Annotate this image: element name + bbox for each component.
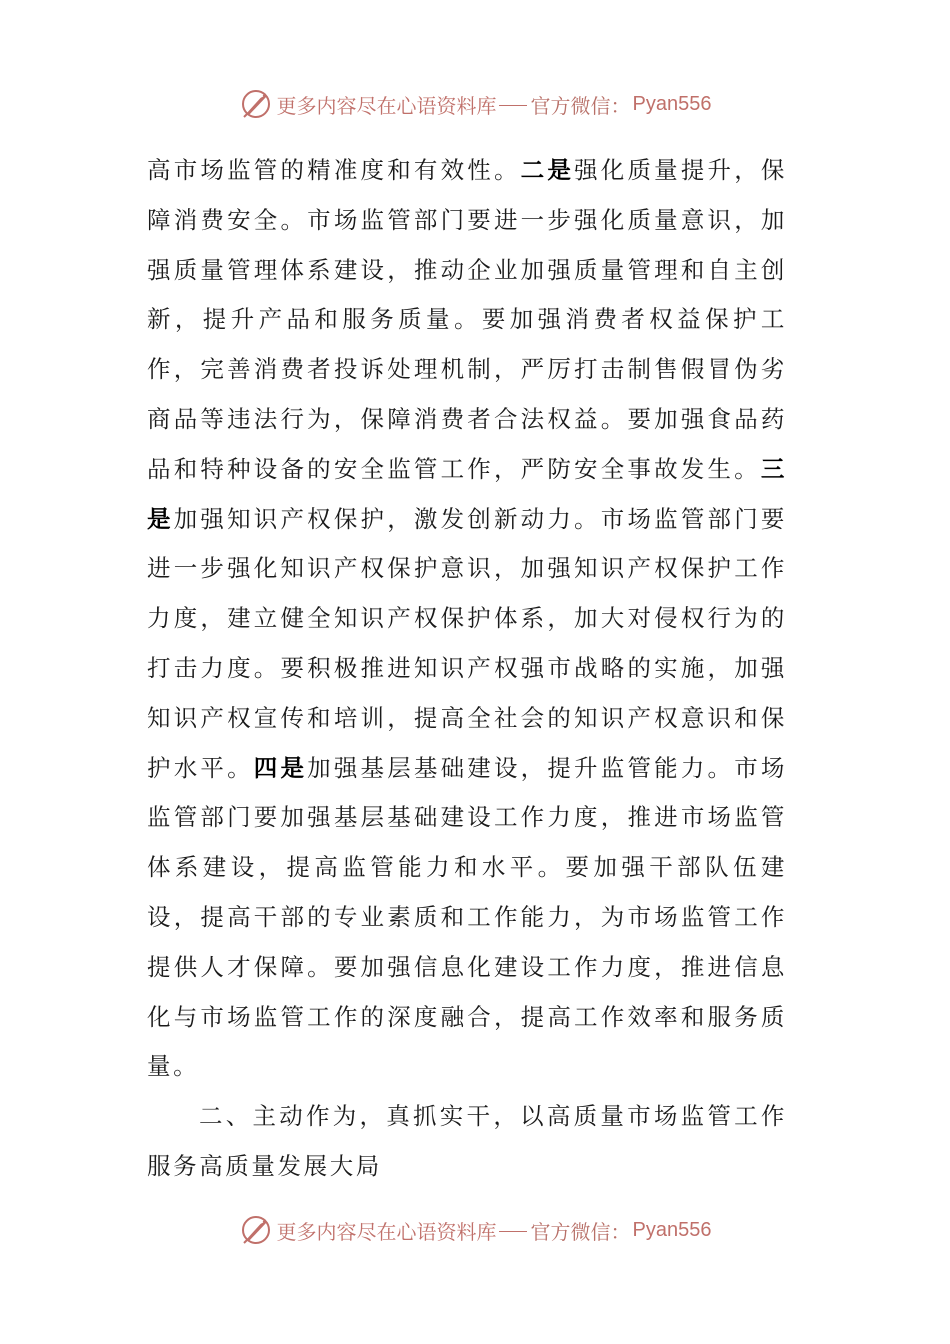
header-watermark	[0, 82, 950, 126]
watermark-wechat-id: Pyan556	[632, 1218, 712, 1241]
paragraph-priorities	[147, 146, 787, 1092]
quill-pen-logo-icon	[239, 87, 273, 121]
paragraph-intro: 高市场监管的精准度和有效性。	[147, 156, 521, 184]
body-text	[147, 146, 787, 1192]
watermark-wechat-id: Pyan556	[632, 92, 712, 115]
item-two-text: 强化质量提升，保障消费安全。市场监管部门要进一步强化质量意识，加强质量管理体系建设，推动企业加强质量管理和自主创新，提升产品和服务质量。要加强消费者权益保护工作，完善消费者投诉处理机制，严厉打击制售假冒伪劣商品等违法行为，保障消费者合法权益。要加强食品药品和特种设备的安全监管工作，严防安全事故发生。	[147, 156, 787, 483]
item-three-label: 三是	[147, 454, 787, 533]
section-heading-two: 二、主动作为，真抓实干，以高质量市场监管工作服务高质量发展大局	[147, 1102, 787, 1180]
watermark-site-name: 更多内容尽在心语资料库	[276, 1219, 497, 1244]
item-three-text: 加强知识产权保护，激发创新动力。市场监管部门要进一步强化知识产权保护意识，加强知识产权保护工作力度，建立健全知识产权保护体系，加大对侵权行为的打击力度。要积极推进知识产权强市战略的实施，加强知识产权宣传和培训，提高全社会的知识产权意识和保护水平。	[147, 504, 787, 782]
quill-pen-logo-icon	[239, 1213, 273, 1247]
item-two-label: 二是	[520, 156, 575, 184]
item-four-text: 加强基层基础建设，提升监管能力。市场监管部门要加强基层基础建设工作力度，推进市场监管体系建设，提高监管能力和水平。要加强干部队伍建设，提高干部的专业素质和工作能力，为市场监管工作提供人才保障。要加强信息化建设工作力度，推进信息化与市场监管工作的深度融合，提高工作效率和服务质量。	[147, 753, 787, 1081]
watermark-wechat-label: 官方微信：	[530, 1219, 631, 1244]
watermark-dash	[499, 105, 527, 106]
footer-watermark	[0, 1208, 950, 1252]
watermark-site-name: 更多内容尽在心语资料库	[276, 93, 497, 118]
watermark-wechat-label: 官方微信：	[530, 93, 631, 118]
watermark-dash	[499, 1231, 527, 1232]
item-four-label: 四是	[253, 753, 308, 782]
